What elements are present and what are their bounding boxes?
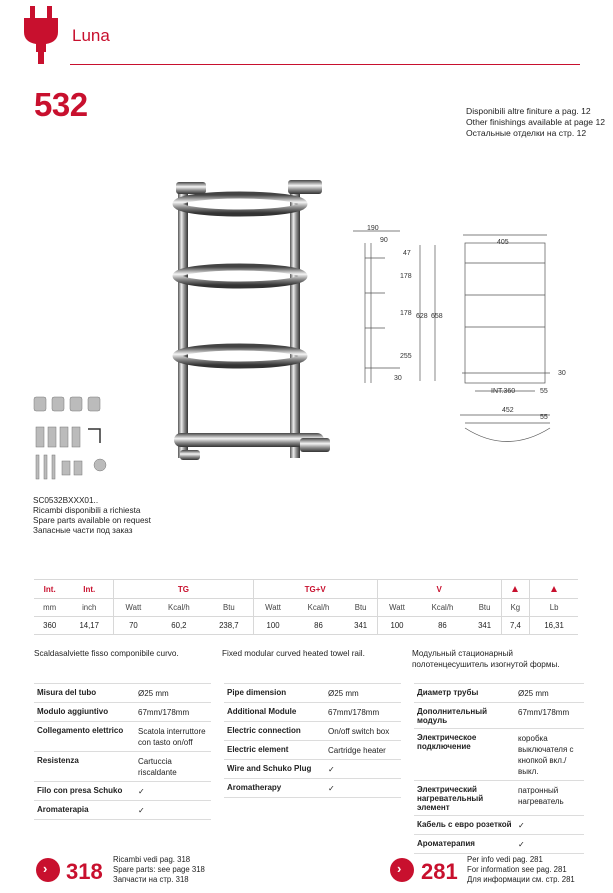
spec-row: Aromaterapia ✓ — [34, 801, 211, 820]
weight-lb-icon — [549, 584, 559, 593]
info-page-link[interactable]: 281 — [421, 859, 458, 884]
dim-55-front: 55 — [540, 388, 548, 395]
dim-190: 190 — [367, 225, 379, 232]
dim-55-top: 55 — [540, 414, 548, 421]
dim-255: 255 — [400, 353, 412, 360]
description-it: Scaldasalviette fisso componibile curvo. — [34, 649, 179, 658]
spare-parts-page-link[interactable]: 318 — [66, 859, 103, 884]
spec-list-en — [224, 683, 401, 798]
dim-658: 658 — [431, 313, 443, 320]
table-units-row: mm inch Watt Kcal/h Btu Watt Kcal/h Btu Watt Kcal/h Btu Kg Lb — [34, 599, 578, 617]
spec-row: Filo con presa Schuko ✓ — [34, 782, 211, 801]
dim-405: 405 — [497, 239, 509, 246]
dim-178a: 178 — [400, 273, 412, 280]
dim-int360: INT.360 — [491, 388, 516, 395]
spare-parts-page-note: Ricambi vedi pag. 318 Spare parts: see page 318 Запчасти на стр. 318 — [113, 855, 205, 884]
spec-row: Collegamento elettrico Scatola interruttore con tasto on/off — [34, 722, 211, 752]
technical-drawing — [345, 223, 600, 463]
dim-90: 90 — [380, 237, 388, 244]
spec-row: Аромaтерапия ✓ — [414, 835, 584, 854]
header-divider — [70, 64, 580, 65]
product-code: 532 — [34, 86, 88, 123]
spec-row: Электрический нагревательный элемент патронный нагреватель — [414, 781, 584, 816]
spec-list-ru — [414, 683, 584, 854]
spec-row: Electric element Cartridge heater — [224, 741, 401, 760]
dim-30-side: 30 — [394, 375, 402, 382]
description-en: Fixed modular curved heated towel rail. — [222, 649, 365, 658]
spec-row: Resistenza Cartuccia riscaldante — [34, 752, 211, 782]
spec-row: Aromatherapy ✓ — [224, 779, 401, 798]
table-header: Int. Int. TG TG+V V — [34, 580, 578, 599]
spare-parts-note: SC0532BXXX01.. Ricambi disponibili a richiesta Spare parts available on request Запасные части под заказ — [33, 496, 151, 535]
spec-list-it — [34, 683, 211, 820]
spec-row: Electric connection On/off switch box — [224, 722, 401, 741]
table-row: 360 14,17 70 60,2 238,7 100 86 341 100 86 341 7,4 16,31 — [34, 617, 578, 635]
weight-icon — [510, 584, 520, 593]
specs-table — [34, 579, 578, 635]
dim-628: 628 — [416, 313, 428, 320]
plug-icon — [22, 6, 66, 64]
info-page-note: Per info vedi pag. 281 For information see pag. 281 Для информации см. стр. 281 — [467, 855, 575, 884]
collection-title: Luna — [72, 26, 110, 45]
dim-30-front: 30 — [558, 370, 566, 377]
dim-452: 452 — [502, 407, 514, 414]
spec-row: Дополнительный модуль 67mm/178mm — [414, 703, 584, 729]
spec-row: Диаметр трубы Ø25 mm — [414, 683, 584, 703]
finishes-note: Disponibili altre finiture a pag. 12 Other finishings available at page 12 Остальные отделки на стр. 12 — [466, 106, 606, 138]
spec-row: Wire and Schuko Plug ✓ — [224, 760, 401, 779]
spec-row: Misura del tubo Ø25 mm — [34, 683, 211, 703]
spare-parts-image — [28, 393, 116, 485]
spec-row: Электрическое подключение коробка выключателя с кнопкой вкл./выкл. — [414, 729, 584, 781]
spec-row: Additional Module 67mm/178mm — [224, 703, 401, 722]
spec-row: Кабель с евро розеткой ✓ — [414, 816, 584, 835]
arrow-right-icon[interactable]: › — [390, 858, 414, 882]
dim-178b: 178 — [400, 310, 412, 317]
dim-47: 47 — [403, 250, 411, 257]
towel-rail-image — [150, 168, 355, 488]
arrow-right-icon[interactable]: › — [36, 858, 60, 882]
spec-row: Pipe dimension Ø25 mm — [224, 683, 401, 703]
spec-row: Modulo aggiuntivo 67mm/178mm — [34, 703, 211, 722]
description-ru: Модульный стационарный полотенцесушитель изогнутой формы. — [412, 649, 560, 669]
